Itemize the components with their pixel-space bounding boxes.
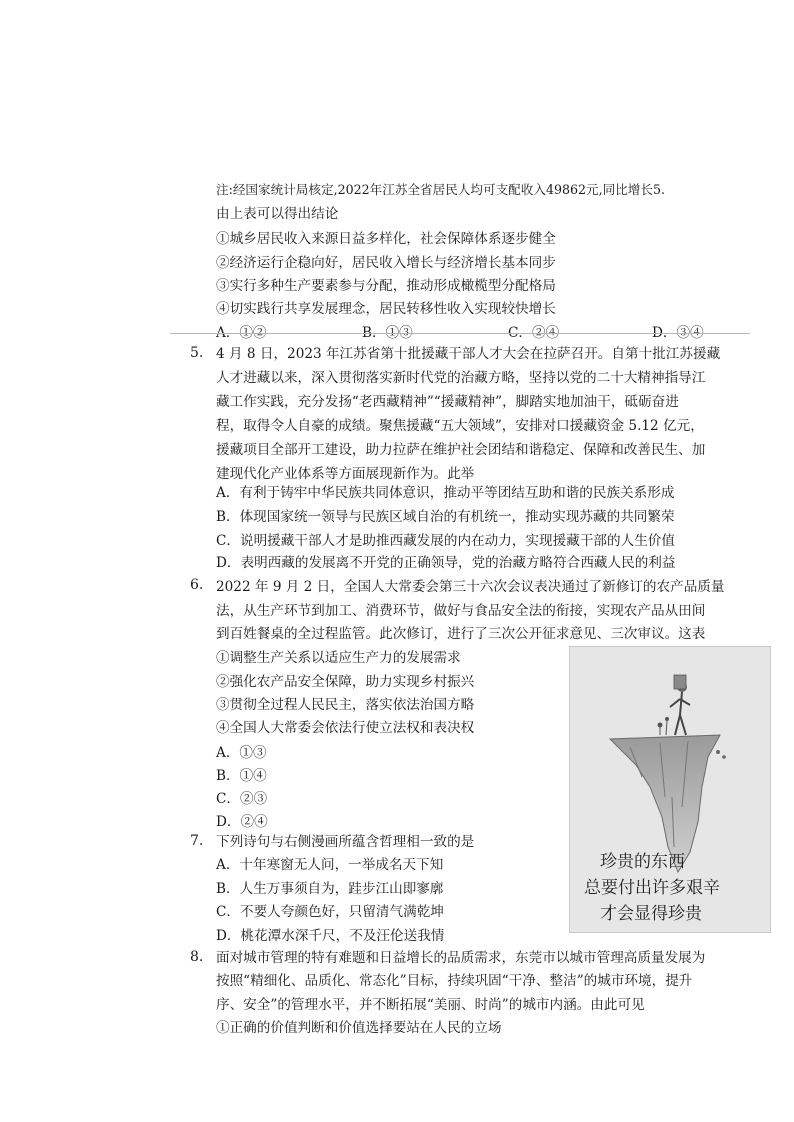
fold-line (170, 333, 750, 334)
q6-line-1: 2022 年 9 月 2 日，全国人大常委会第三十六次会议表决通过了新修订的农产品质量 (216, 579, 725, 595)
q7-number: 7. (190, 833, 204, 849)
q6-statement-1: ①调整生产关系以适应生产力的发展需求 (216, 650, 461, 666)
q5-line-6: 建现代化产业体系等方面展现新作为。此举 (216, 466, 475, 482)
q5-option-a: A．有利于铸牢中华民族共同体意识，推动平等团结互助和谐的民族关系形成 (216, 485, 675, 501)
comic-caption-1: 珍贵的东西 (600, 852, 685, 872)
q4-statement-4: ④切实践行共享发展理念，居民转移性收入实现较快增长 (216, 301, 556, 317)
q7-option-a: A．十年寒窗无人问，一举成名天下知 (216, 857, 444, 873)
cut-off-text-marks (230, 1047, 530, 1048)
q7-option-c: C．不要人夸颜色好，只留清气满乾坤 (216, 904, 444, 920)
q7-stem: 下列诗句与右侧漫画所蕴含哲理相一致的是 (216, 834, 475, 850)
cut-off-line-fragment (230, 1040, 530, 1048)
q4-statement-2: ②经济运行企稳向好，居民收入增长与经济增长基本同步 (216, 255, 556, 271)
q4-lead: 由上表可以得出结论 (216, 206, 339, 222)
q7-option-d: D．桃花潭水深千尺，不及汪伦送我情 (216, 928, 445, 944)
q6-line-2: 法，从生产环节到加工、消费环节，做好与食品安全法的衔接，实现农产品从田间 (216, 603, 706, 619)
q4-statement-1: ①城乡居民收入来源日益多样化，社会保障体系逐步健全 (216, 231, 556, 247)
comic-caption-3: 才会显得珍贵 (600, 904, 702, 924)
q8-line-2: 按照“精细化、品质化、常态化”目标，持续巩固“干净、整洁”的城市环境，提升 (216, 973, 693, 989)
q4-statement-3: ③实行多种生产要素参与分配，推动形成橄榄型分配格局 (216, 278, 556, 294)
q8-line-3: 序、安全”的管理水平，并不断拓展“美丽、时尚”的城市内涵。由此可见 (216, 997, 645, 1013)
table-note: 注:经国家统计局核定,2022年江苏全省居民人均可支配收入49862元,同比增长5. (216, 182, 666, 197)
q4-option-b: B．①③ (362, 325, 413, 341)
q5-option-b: B．体现国家统一领导与民族区域自治的有机统一，推动实现苏藏的共同繁荣 (216, 509, 675, 525)
q8-line-1: 面对城市管理的特有难题和日益增长的品质需求，东莞市以城市管理高质量发展为 (216, 950, 706, 966)
q4-option-c: C．②④ (508, 325, 560, 341)
q5-line-1: 4 月 8 日，2023 年江苏省第十批援藏干部人才大会在拉萨召开。自第十批江苏援藏 (216, 346, 721, 362)
q6-statement-4: ④全国人大常委会依法行使立法权和表决权 (216, 720, 475, 736)
q4-option-d: D．③④ (652, 325, 704, 341)
q6-statement-2: ②强化农产品安全保障，助力实现乡村振兴 (216, 674, 475, 690)
q6-option-b: B．①④ (216, 768, 267, 784)
q6-option-c: C．②③ (216, 791, 268, 807)
q6-number: 6. (190, 577, 204, 593)
q8-number: 8. (190, 949, 204, 965)
q5-option-c: C．说明援藏干部人才是助推西藏发展的内在动力，实现援藏干部的人生价值 (216, 533, 675, 549)
q6-statement-3: ③贯彻全过程人民民主，落实依法治国方略 (216, 697, 475, 713)
q6-option-d: D．②④ (216, 814, 268, 830)
comic-illustration (569, 646, 771, 933)
q7-option-b: B．人生万事须自为，跬步江山即寥廓 (216, 881, 444, 897)
q4-option-a: A．①② (216, 325, 267, 341)
q5-option-d: D．表明西藏的发展离不开党的正确领导，党的治藏方略符合西藏人民的利益 (216, 555, 676, 571)
q8-statement-1: ①正确的价值判断和价值选择要站在人民的立场 (216, 1020, 502, 1036)
q5-line-3: 藏工作实践，充分发扬“老西藏精神”“援藏精神”，脚踏实地加油干，砥砺奋进 (216, 394, 679, 410)
q6-line-3: 到百姓餐桌的全过程监管。此次修订，进行了三次公开征求意见、三次审议。这表 (216, 626, 706, 642)
q5-line-2: 人才进藏以来，深入贯彻落实新时代党的治藏方略，坚持以党的二十大精神指导江 (216, 370, 706, 386)
q5-line-5: 援藏项目全部开工建设，助力拉萨在维护社会团结和谐稳定、保障和改善民生、加 (216, 442, 706, 458)
comic-caption-2: 总要付出许多艰辛 (584, 878, 720, 898)
q5-number: 5. (190, 345, 204, 361)
q6-option-a: A．①③ (216, 745, 267, 761)
q5-line-4: 程，取得令人自豪的成绩。聚焦援藏“五大领域”，安排对口援藏资金 5.12 亿元， (216, 418, 704, 434)
